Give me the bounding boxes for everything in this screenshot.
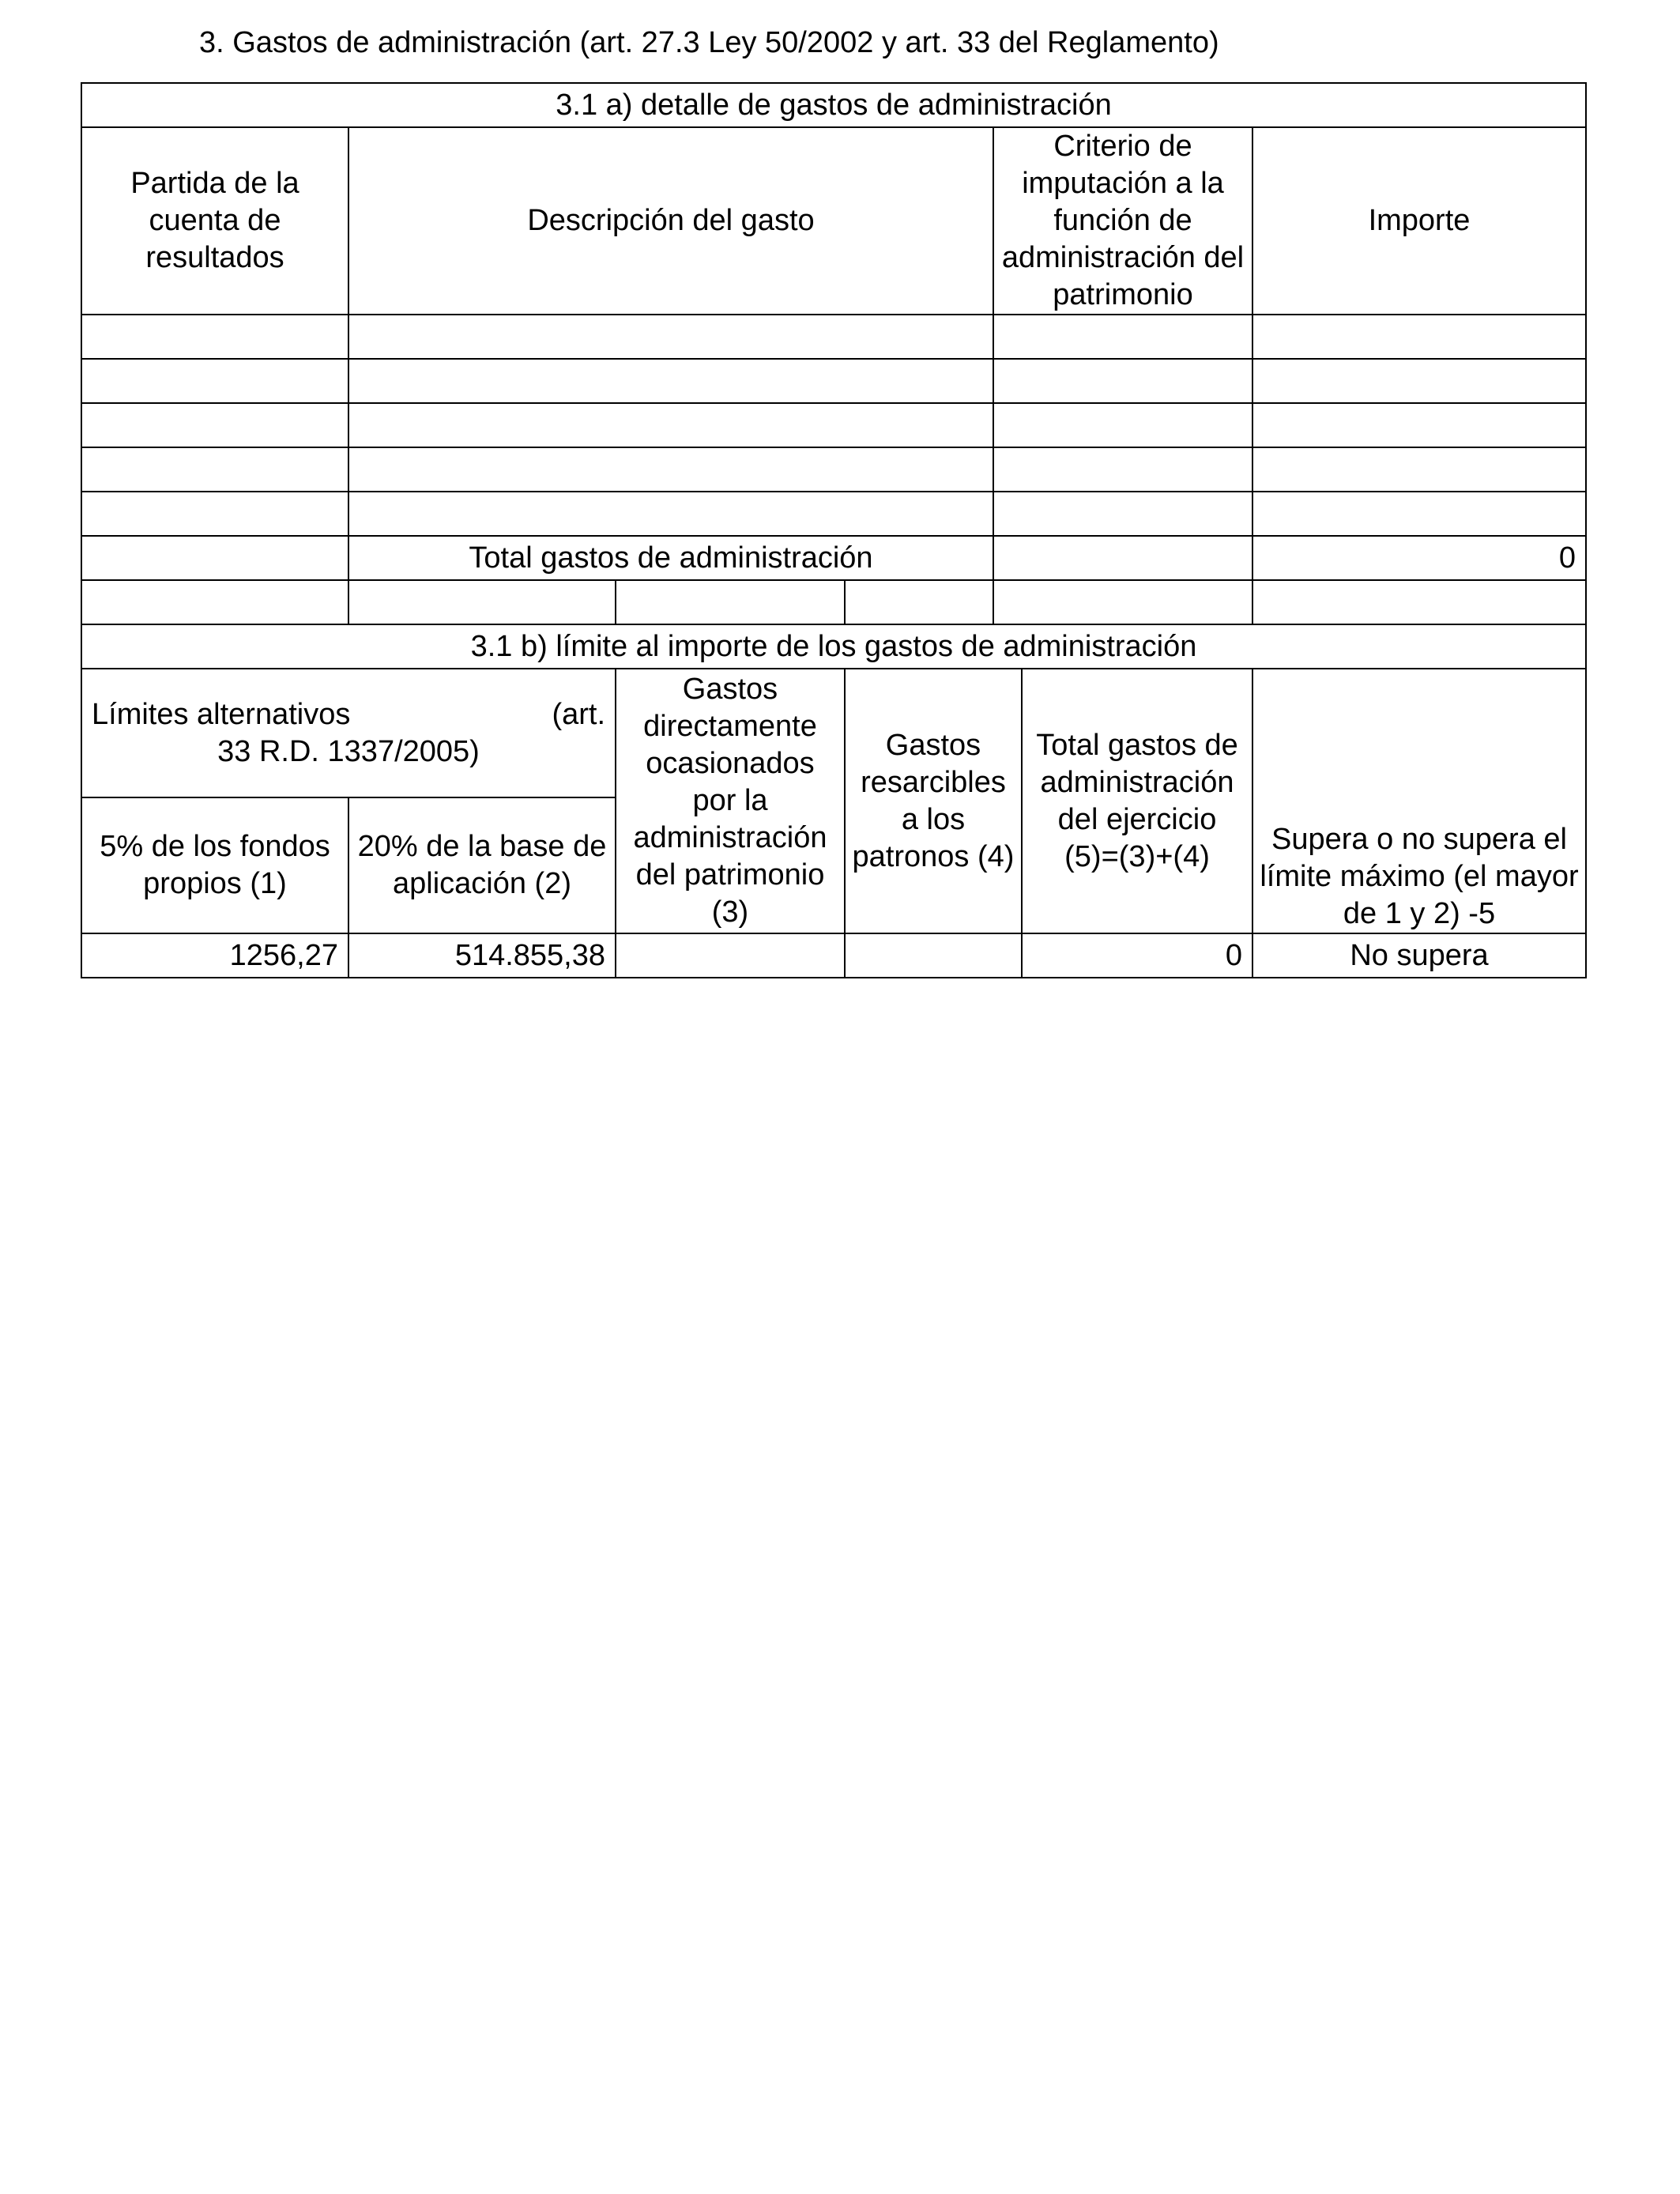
empty-cell (1252, 403, 1586, 447)
header-gastos-directos: Gastos directamente ocasionados por la administración del patrimonio (3) (616, 669, 845, 933)
empty-cell (81, 492, 348, 536)
empty-cell (993, 359, 1252, 403)
empty-cell (993, 492, 1252, 536)
table-row (81, 580, 1586, 624)
header-importe: Importe (1252, 127, 1586, 315)
value-supera: No supera (1252, 933, 1586, 978)
value-base-aplicacion: 514.855,38 (348, 933, 616, 978)
section-b-title: 3.1 b) límite al importe de los gastos de administración (81, 624, 1586, 669)
empty-cell (1252, 315, 1586, 359)
empty-cell (348, 492, 993, 536)
empty-cell (993, 315, 1252, 359)
empty-cell (993, 447, 1252, 492)
empty-cell (348, 580, 616, 624)
empty-cell (348, 403, 993, 447)
empty-cell (81, 447, 348, 492)
empty-cell (993, 580, 1252, 624)
empty-cell (1252, 447, 1586, 492)
administration-expenses-table (81, 82, 1587, 978)
total-row (81, 536, 1586, 580)
empty-cell (1252, 580, 1586, 624)
empty-cell (81, 580, 348, 624)
limits-label-line2: 33 R.D. 1337/2005) (217, 734, 480, 768)
empty-cell (81, 403, 348, 447)
header-supera: Supera o no supera el límite máximo (el mayor de 1 y 2) -5 (1252, 669, 1586, 933)
header-partida: Partida de la cuenta de resultados (81, 127, 348, 315)
header-gastos-resarcibles: Gastos resarcibles a los patronos (4) (845, 669, 1022, 933)
empty-cell (993, 536, 1252, 580)
empty-cell (845, 580, 993, 624)
table-row (81, 403, 1586, 447)
table-row (81, 447, 1586, 492)
table-row (81, 359, 1586, 403)
header-criterio: Criterio de imputación a la función de administración del patrimonio (993, 127, 1252, 315)
header-total-gastos: Total gastos de administración del ejercicio (5)=(3)+(4) (1022, 669, 1252, 933)
value-total-gastos: 0 (1022, 933, 1252, 978)
header-descripcion: Descripción del gasto (348, 127, 993, 315)
empty-cell (348, 447, 993, 492)
value-fondos-propios: 1256,27 (81, 933, 348, 978)
total-value: 0 (1252, 536, 1586, 580)
empty-cell (1252, 492, 1586, 536)
value-gastos-resarcibles (845, 933, 1022, 978)
section-a-title: 3.1 a) detalle de gastos de administración (81, 83, 1586, 127)
values-row (81, 933, 1586, 978)
total-label: Total gastos de administración (348, 536, 993, 580)
limits-label-left: Límites alternativos (92, 697, 351, 731)
empty-cell (993, 403, 1252, 447)
table-row (81, 492, 1586, 536)
empty-cell (348, 359, 993, 403)
header-fondos-propios: 5% de los fondos propios (1) (81, 797, 348, 933)
empty-cell (81, 315, 348, 359)
page-heading: 3. Gastos de administración (art. 27.3 Ley 50/2002 y art. 33 del Reglamento) (199, 26, 1219, 59)
header-limites (81, 669, 616, 797)
value-gastos-directos (616, 933, 845, 978)
empty-cell (616, 580, 845, 624)
empty-cell (81, 536, 348, 580)
header-base-aplicacion: 20% de la base de aplicación (2) (348, 797, 616, 933)
empty-cell (348, 315, 993, 359)
table-row (81, 315, 1586, 359)
empty-cell (1252, 359, 1586, 403)
empty-cell (81, 359, 348, 403)
limits-label-right: (art. (552, 697, 605, 731)
